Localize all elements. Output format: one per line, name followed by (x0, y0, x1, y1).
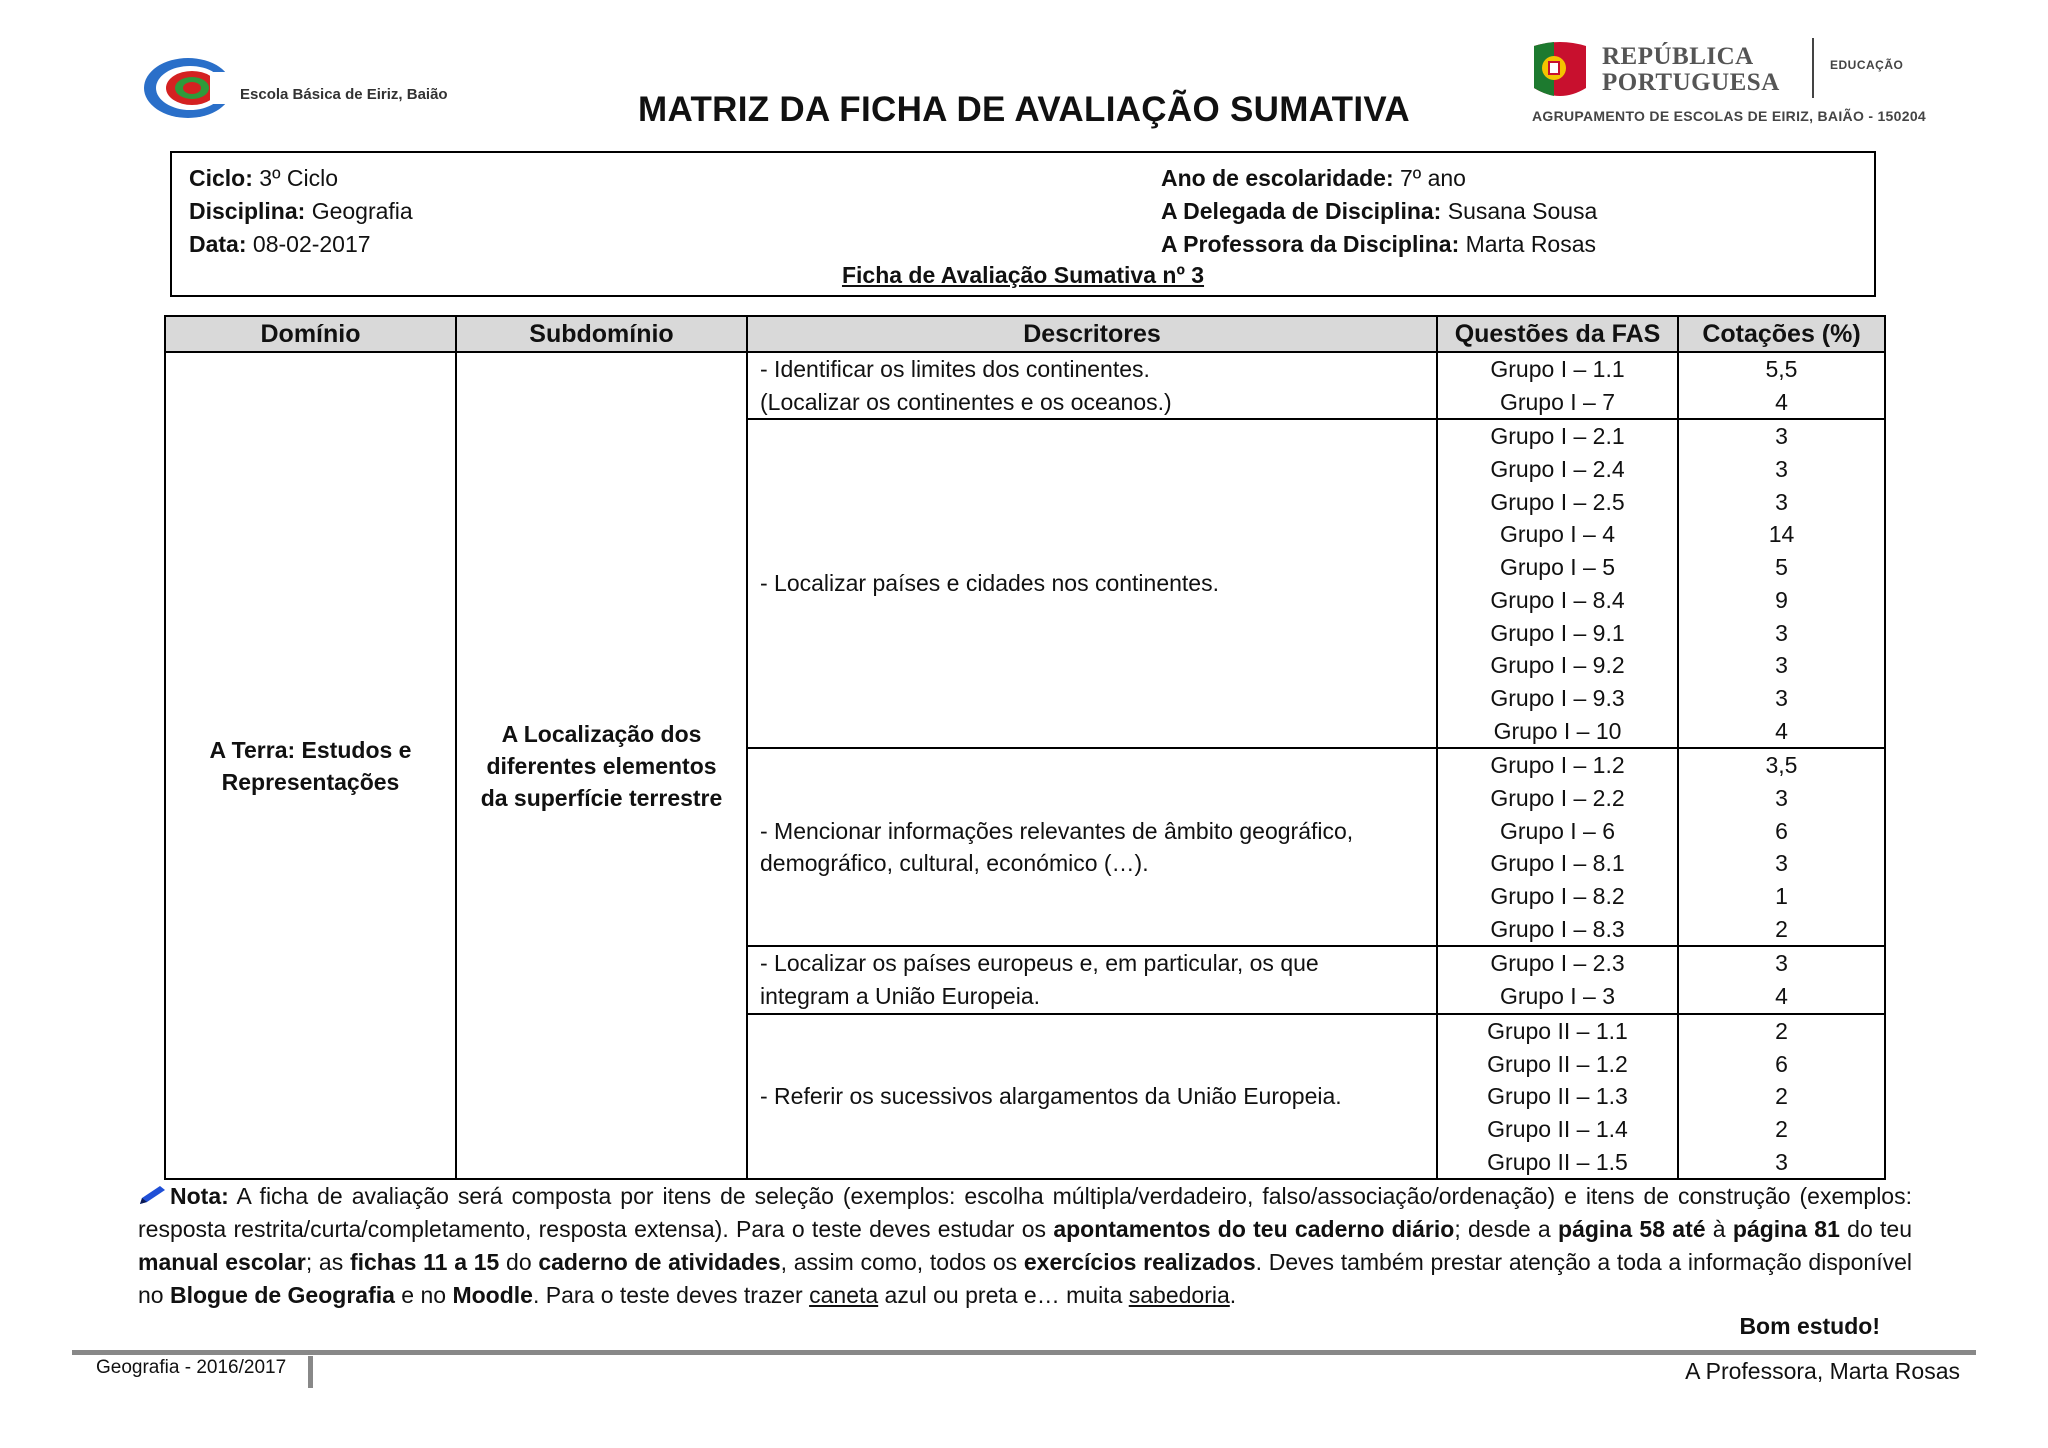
descritor-line: (Localizar os continentes e os oceanos.) (760, 388, 1172, 415)
subdominio-cell (456, 352, 747, 1179)
cotacoes-cell (1678, 1014, 1885, 1179)
score-item: 9 (1775, 586, 1788, 613)
note-bold: página 81 (1732, 1216, 1840, 1242)
pencil-icon (138, 1184, 168, 1206)
note-paragraph (138, 1180, 1912, 1312)
ficha-title: Ficha de Avaliação Sumativa nº 3 (841, 262, 1205, 288)
score-item: 3 (1775, 423, 1788, 450)
header-cotacoes: Cotações (%) (1678, 316, 1885, 352)
ano-label: Ano de escolaridade: (1161, 165, 1394, 191)
score-item: 5,5 (1765, 356, 1798, 383)
question-item: Grupo I – 4 (1499, 521, 1616, 548)
note-text: ; desde a (1454, 1216, 1559, 1242)
descritor-line: - Mencionar informações relevantes de âmbito geográfico, (760, 817, 1354, 844)
header-descritores: Descritores (747, 316, 1437, 352)
score-item: 6 (1775, 1050, 1788, 1077)
score-item: 6 (1775, 817, 1788, 844)
note-bold: Moodle (452, 1282, 533, 1308)
score-item: 14 (1768, 521, 1795, 548)
note-bold: página 58 até (1558, 1216, 1706, 1242)
question-item: Grupo I – 1.1 (1490, 356, 1625, 383)
dominio-line: Representações (221, 768, 400, 795)
note-bold: Blogue de Geografia (169, 1282, 395, 1308)
note-text: , assim como, todos os (780, 1249, 1024, 1275)
cotacoes-cell (1678, 946, 1885, 1013)
closing-text: Bom estudo! (1739, 1313, 1880, 1339)
question-item: Grupo I – 8.2 (1490, 883, 1625, 910)
header-questoes: Questões da FAS (1437, 316, 1678, 352)
questoes-cell (1437, 419, 1678, 748)
descritor-line: integram a União Europeia. (760, 983, 1040, 1010)
data-value: 08-02-2017 (246, 231, 371, 257)
question-item: Grupo I – 7 (1499, 388, 1616, 415)
descritor-line: demográfico, cultural, económico (…). (760, 850, 1149, 877)
ano-line (1161, 165, 1466, 192)
disciplina-value: Geografia (305, 198, 413, 224)
professora-line (1161, 231, 1596, 258)
footer-signature: A Professora, Marta Rosas (1685, 1358, 1960, 1384)
note-text: . (1229, 1282, 1237, 1308)
gov-line1: REPÚBLICA (1602, 43, 1754, 70)
question-item: Grupo I – 6 (1499, 817, 1616, 844)
score-item: 1 (1775, 883, 1788, 910)
subdominio-line: da superfície terrestre (480, 784, 723, 811)
descritor-cell (747, 748, 1437, 946)
delegada-label: A Delegada de Disciplina: (1161, 198, 1442, 224)
cotacoes-cell (1678, 748, 1885, 946)
descritor-line: - Referir os sucessivos alargamentos da União Europeia. (760, 1083, 1342, 1110)
descritor-cell (747, 1014, 1437, 1179)
note-label: Nota: (170, 1183, 229, 1209)
note-bold: exercícios realizados (1023, 1249, 1256, 1275)
ciclo-value: 3º Ciclo (252, 165, 338, 191)
question-item: Grupo I – 3 (1499, 983, 1616, 1010)
questoes-cell (1437, 352, 1678, 419)
note-text: do (499, 1249, 539, 1275)
question-item: Grupo I – 8.1 (1490, 850, 1625, 877)
note-text: . Deves também prestar atenção a toda a informação disponível no (138, 1249, 1912, 1308)
footer-divider (72, 1350, 1976, 1355)
info-box (170, 151, 1876, 297)
assessment-matrix-table (164, 315, 1886, 1180)
note-text: à (1705, 1216, 1733, 1242)
note-text: e no (394, 1282, 453, 1308)
question-item: Grupo II – 1.3 (1487, 1083, 1628, 1110)
score-item: 3 (1775, 850, 1788, 877)
descritor-cell (747, 352, 1437, 419)
note-bold: apontamentos do teu caderno diário (1053, 1216, 1455, 1242)
score-item: 2 (1775, 1083, 1788, 1110)
question-item: Grupo I – 2.4 (1490, 456, 1625, 483)
school-name: Escola Básica de Eiriz, Baião (240, 86, 448, 103)
score-item: 3 (1775, 488, 1788, 515)
score-item: 4 (1775, 388, 1788, 415)
question-item: Grupo I – 2.3 (1490, 950, 1625, 977)
professora-label: A Professora da Disciplina: (1161, 231, 1460, 257)
question-item: Grupo I – 2.5 (1490, 488, 1625, 515)
score-item: 2 (1775, 1115, 1788, 1142)
questoes-cell (1437, 748, 1678, 946)
question-item: Grupo I – 8.4 (1490, 586, 1625, 613)
score-item: 3 (1775, 1148, 1788, 1175)
question-item: Grupo II – 1.2 (1487, 1050, 1628, 1077)
question-item: Grupo I – 1.2 (1490, 752, 1625, 779)
header-dominio: Domínio (165, 316, 456, 352)
score-item: 3 (1775, 619, 1788, 646)
ano-value: 7º ano (1393, 165, 1466, 191)
note-bold: caderno de atividades (538, 1249, 781, 1275)
note-bold: fichas 11 a 15 (349, 1249, 500, 1275)
subdominio-line: A Localização dos (501, 720, 702, 747)
note-underline: caneta (809, 1282, 879, 1308)
cotacoes-cell (1678, 419, 1885, 748)
page-title: MATRIZ DA FICHA DE AVALIAÇÃO SUMATIVA (638, 90, 1410, 129)
note-text: ; as (305, 1249, 350, 1275)
descritor-cell (747, 419, 1437, 748)
data-label: Data: (189, 231, 247, 257)
footer-vertical-bar (308, 1356, 313, 1388)
republica-portuguesa (1602, 44, 1780, 96)
dominio-line: A Terra: Estudos e (209, 736, 412, 763)
professora-value: Marta Rosas (1459, 231, 1597, 257)
gov-line2: PORTUGUESA (1602, 69, 1780, 96)
question-item: Grupo I – 9.2 (1490, 652, 1625, 679)
disciplina-label: Disciplina: (189, 198, 306, 224)
question-item: Grupo II – 1.1 (1487, 1017, 1628, 1044)
note-text: do teu (1839, 1216, 1912, 1242)
question-item: Grupo I – 9.1 (1490, 619, 1625, 646)
footer-course: Geografia - 2016/2017 (96, 1357, 287, 1378)
ciclo-line (189, 165, 338, 192)
note-text: A ficha de avaliação será composta por itens de seleção (exemplos: escolha múltipla/verdadeiro, falso/associação/ordenação) e itens de construção (exemplos: resposta restrita/curta/completamento, resposta extensa). Para o teste deves estudar os (138, 1183, 1912, 1242)
question-item: Grupo II – 1.4 (1487, 1115, 1628, 1142)
question-item: Grupo II – 1.5 (1487, 1148, 1628, 1175)
cotacoes-cell (1678, 352, 1885, 419)
disciplina-line (189, 198, 413, 225)
score-item: 3 (1775, 784, 1788, 811)
school-group-name: AGRUPAMENTO DE ESCOLAS DE EIRIZ, BAIÃO - 150204 (1532, 108, 1926, 124)
ciclo-label: Ciclo: (189, 165, 253, 191)
note-text: . Para o teste deves trazer (532, 1282, 810, 1308)
score-item: 3 (1775, 456, 1788, 483)
question-item: Grupo I – 10 (1493, 717, 1622, 744)
questoes-cell (1437, 1014, 1678, 1179)
table-header-row (165, 316, 1885, 352)
descritor-line: - Identificar os limites dos continentes. (760, 356, 1150, 382)
descritor-line: - Localizar os países europeus e, em particular, os que (760, 950, 1319, 977)
score-item: 3 (1775, 652, 1788, 679)
score-item: 3,5 (1765, 752, 1798, 779)
dominio-cell (165, 352, 456, 1179)
question-item: Grupo I – 2.1 (1490, 423, 1625, 450)
question-item: Grupo I – 2.2 (1490, 784, 1625, 811)
header-subdominio: Subdomínio (456, 316, 747, 352)
delegada-value: Susana Sousa (1441, 198, 1598, 224)
note-underline: sabedoria (1128, 1282, 1230, 1308)
score-item: 5 (1775, 554, 1788, 581)
questoes-cell (1437, 946, 1678, 1013)
question-item: Grupo I – 9.3 (1490, 684, 1625, 711)
data-line (189, 231, 371, 258)
note-text: azul ou preta e… muita (878, 1282, 1129, 1308)
score-item: 4 (1775, 983, 1788, 1010)
note-bold: manual escolar (138, 1249, 306, 1275)
score-item: 3 (1775, 684, 1788, 711)
score-item: 2 (1775, 1017, 1788, 1044)
score-item: 3 (1775, 950, 1788, 977)
logo-separator (1812, 38, 1814, 98)
table-row (165, 352, 1885, 419)
gov-dept: EDUCAÇÃO (1830, 58, 1904, 72)
descritor-cell (747, 946, 1437, 1013)
question-item: Grupo I – 5 (1499, 554, 1616, 581)
descritor-line: - Localizar países e cidades nos continentes. (760, 570, 1219, 597)
score-item: 2 (1775, 915, 1788, 942)
delegada-line (1161, 198, 1597, 225)
score-item: 4 (1775, 717, 1788, 744)
question-item: Grupo I – 8.3 (1490, 915, 1625, 942)
subdominio-line: diferentes elementos (486, 752, 717, 779)
